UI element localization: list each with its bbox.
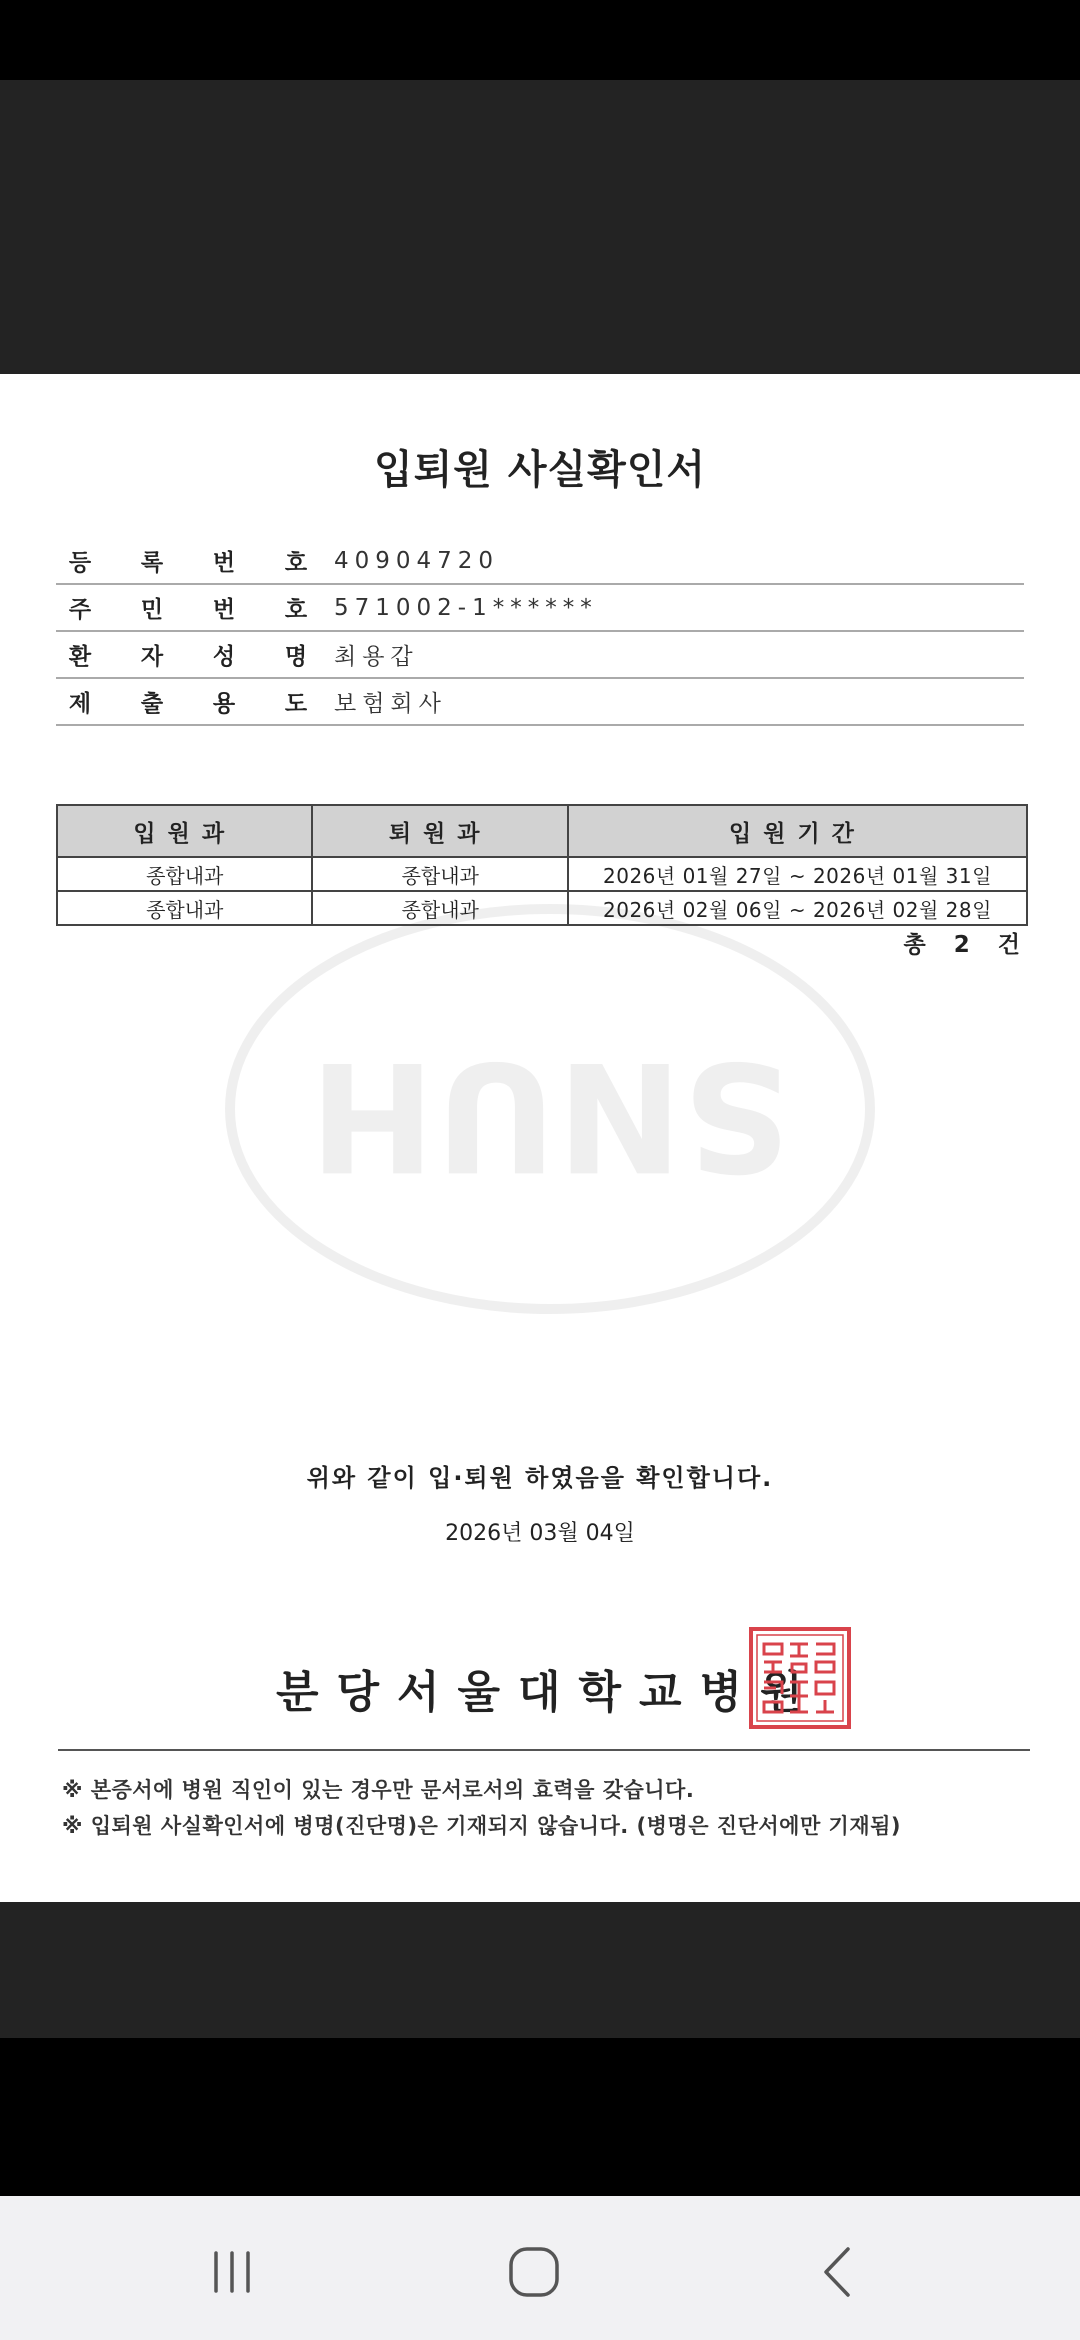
info-row-registration bbox=[56, 538, 1024, 585]
back-icon bbox=[818, 2245, 858, 2299]
home-icon bbox=[507, 2245, 561, 2299]
header-admission-period: 입원기간 bbox=[568, 805, 1027, 857]
recent-apps-button[interactable] bbox=[196, 2236, 268, 2308]
status-bar-area bbox=[0, 0, 1080, 80]
patient-info bbox=[56, 538, 1024, 726]
admission-table bbox=[56, 804, 1028, 926]
footer-note-diagnosis: ※ 입퇴원 사실확인서에 병명(진단명)은 기재되지 않습니다. (병명은 진단서에만 기재됨) bbox=[62, 1814, 901, 1838]
header-admission-dept: 입원과 bbox=[57, 805, 312, 857]
viewer-top-background bbox=[0, 80, 1080, 374]
viewer-bottom-background bbox=[0, 1902, 1080, 2038]
viewer-bottom-black bbox=[0, 2038, 1080, 2196]
info-row-patient-name bbox=[56, 632, 1024, 679]
info-row-purpose bbox=[56, 679, 1024, 726]
home-button[interactable] bbox=[498, 2236, 570, 2308]
discharge-dept-cell: 종합내과 bbox=[312, 857, 567, 891]
patient-name: 최용갑 bbox=[334, 644, 419, 670]
info-label: 제 출 용 도 bbox=[68, 691, 308, 717]
document-page[interactable] bbox=[0, 374, 1080, 1902]
info-row-resident-number bbox=[56, 585, 1024, 632]
resident-number: 571002-1****** bbox=[334, 594, 598, 621]
table-row bbox=[57, 891, 1027, 925]
header-discharge-dept: 퇴원과 bbox=[312, 805, 567, 857]
total-count: 총 2 건 bbox=[903, 932, 1030, 958]
registration-number: 40904720 bbox=[334, 547, 500, 574]
snuh-watermark-logo bbox=[210, 894, 890, 1324]
recent-apps-icon bbox=[208, 2247, 256, 2297]
hospital-name: 분당서울대학교병원 bbox=[276, 1667, 821, 1718]
document-title: 입퇴원 사실확인서 bbox=[373, 447, 707, 493]
discharge-dept-cell: 종합내과 bbox=[312, 891, 567, 925]
hospital-seal-stamp bbox=[748, 1626, 852, 1730]
submission-purpose: 보험회사 bbox=[334, 691, 447, 717]
admission-dept-cell: 종합내과 bbox=[57, 857, 312, 891]
watermark-text: SNUH bbox=[309, 1028, 791, 1202]
admission-dept-cell: 종합내과 bbox=[57, 891, 312, 925]
footer-note-validity: ※ 본증서에 병원 직인이 있는 경우만 문서로서의 효력을 갖습니다. bbox=[62, 1778, 695, 1802]
period-cell: 2026년 01월 27일 ~ 2026년 01월 31일 bbox=[568, 857, 1027, 891]
info-label: 주 민 번 호 bbox=[68, 597, 308, 623]
footer-divider bbox=[58, 1749, 1030, 1751]
confirmation-statement: 위와 같이 입·퇴원 하였음을 확인합니다. bbox=[306, 1464, 774, 1492]
back-button[interactable] bbox=[802, 2236, 874, 2308]
info-label: 환 자 성 명 bbox=[68, 644, 308, 670]
info-label: 등 록 번 호 bbox=[68, 550, 308, 576]
period-cell: 2026년 02월 06일 ~ 2026년 02월 28일 bbox=[568, 891, 1027, 925]
table-header-row bbox=[57, 805, 1027, 857]
table-row bbox=[57, 857, 1027, 891]
issue-date: 2026년 03월 04일 bbox=[445, 1521, 635, 1546]
